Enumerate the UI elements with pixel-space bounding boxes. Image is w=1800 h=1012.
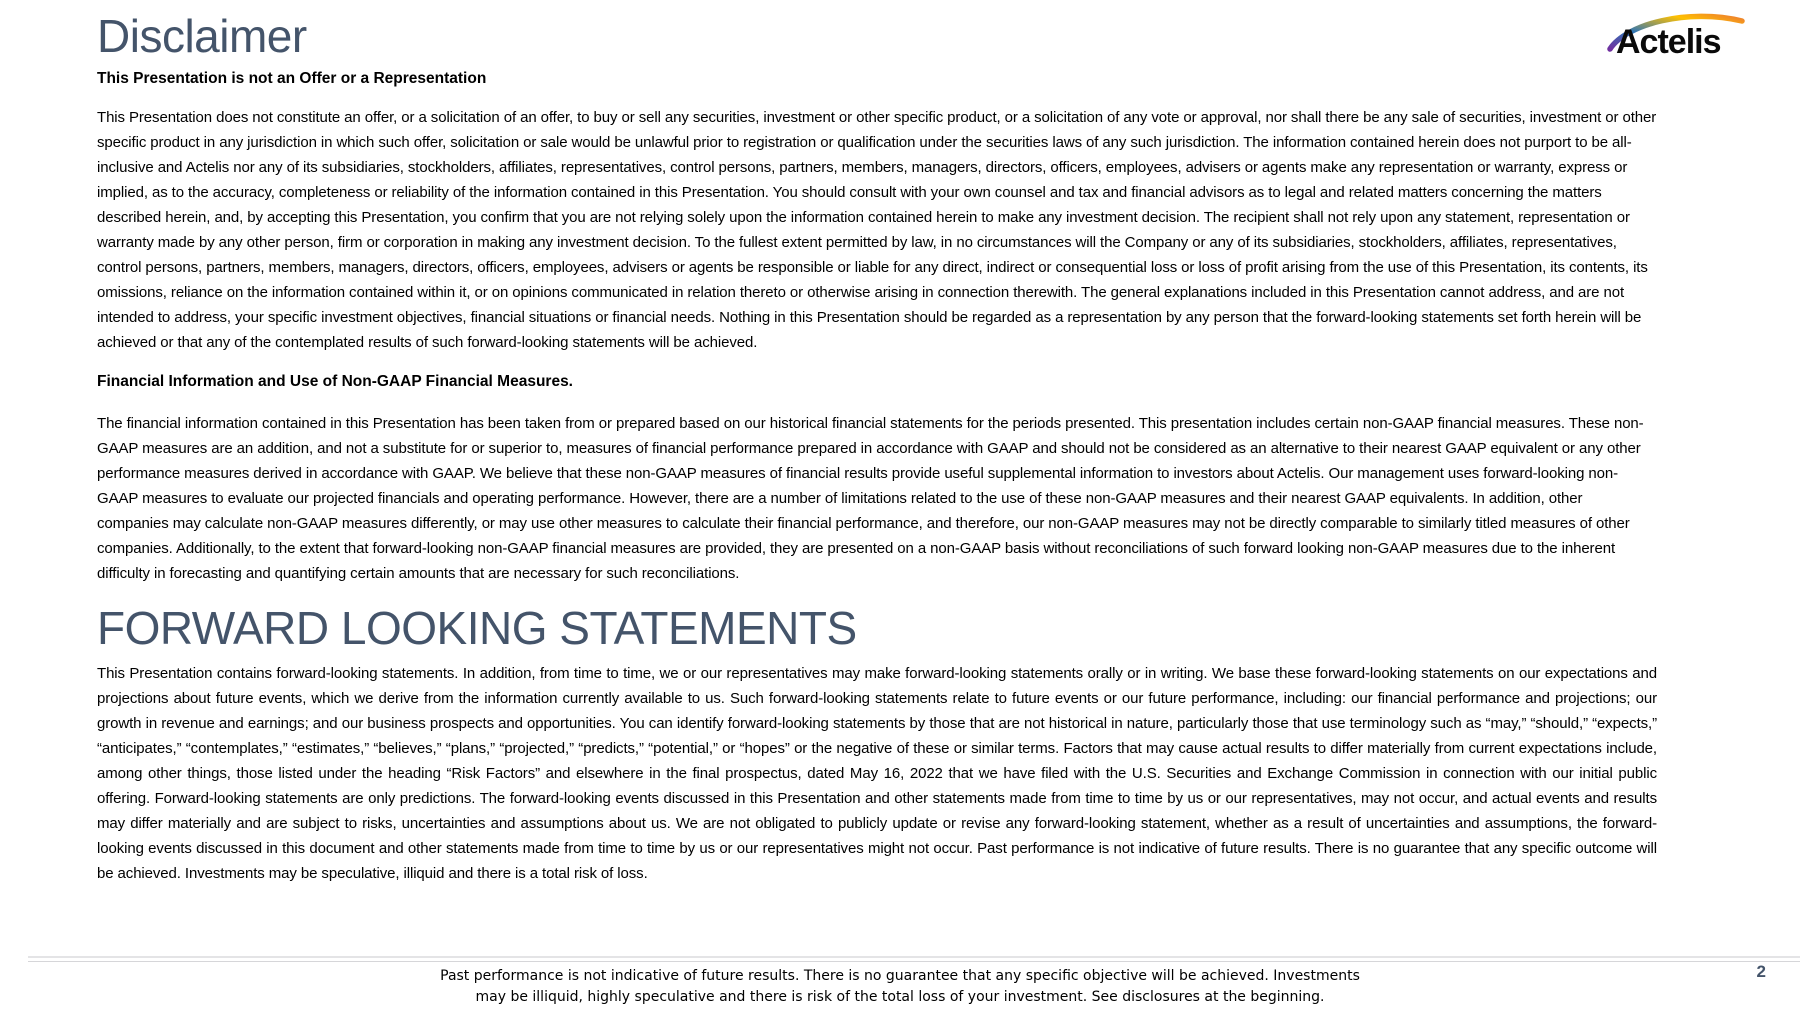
offer-representation-heading: This Presentation is not an Offer or a Representation bbox=[97, 70, 487, 88]
footer-disclaimer bbox=[0, 966, 1800, 1008]
footer-line-1: Past performance is not indicative of future results. There is no guarantee that any specific objective will be achieved. Investments bbox=[440, 968, 1360, 984]
forward-looking-paragraph: This Presentation contains forward-looking statements. In addition, from time to time, we or our representatives may make forward-looking statements orally or in writing. We base these forward-looking statements on our expectations and projections about future events, which we derive from the information currently available to us. Such forward-looking statements relate to future events or our future performance, including: our financial performance and projections; our growth in revenue and earnings; and our business prospects and opportunities. You can identify forward-looking statements by those that are not historical in nature, particularly those that use terminology such as “may,” “should,” “expects,” “anticipates,” “contemplates,” “estimates,” “believes,” “plans,” “projected,” “predicts,” “potential,” or “hopes” or the negative of these or similar terms. Factors that may cause actual results to differ materially from current expectations include, among other things, those listed under the heading “Risk Factors” and elsewhere in the final prospectus, dated May 16, 2022 that we have filed with the U.S. Securities and Exchange Commission in connection with our initial public offering. Forward-looking statements are only predictions. The forward-looking events discussed in this Presentation and other statements made from time to time by us or our representatives, may not occur, and actual events and results may differ materially and are subject to risks, uncertainties and assumptions about us. We are not obligated to publicly update or revise any forward-looking statement, whether as a result of uncertainties and assumptions, the forward-looking events discussed in this document and other statements made from time to time by us or our representatives might not occur. Past performance is not indicative of future results. There is no guarantee that any specific outcome will be achieved. Investments may be speculative, illiquid and there is a total risk of loss. bbox=[97, 664, 1657, 882]
actelis-logo bbox=[1604, 8, 1764, 68]
forward-looking-heading: FORWARD LOOKING STATEMENTS bbox=[97, 602, 857, 655]
page-title: Disclaimer bbox=[97, 10, 307, 62]
slide-content bbox=[97, 12, 1657, 886]
non-gaap-heading: Financial Information and Use of Non-GAAP Financial Measures. bbox=[97, 372, 573, 390]
footer-divider bbox=[28, 956, 1800, 962]
non-gaap-paragraph: The financial information contained in this Presentation has been taken from or prepared based on our historical financial statements for the periods presented. This presentation includes certain non-GAAP financial measures. These non-GAAP measures are an addition, and not a substitute for or superior to, measures of financial performance prepared in accordance with GAAP and should not be considered as an alternative to their nearest GAAP equivalent or any other performance measures derived in accordance with GAAP. We believe that these non-GAAP measures of financial results provide useful supplemental information to investors about Actelis. Our management uses forward-looking non-GAAP measures to evaluate our projected financials and operating performance. However, there are a number of limitations related to the use of these non-GAAP measures and their nearest GAAP equivalents. In addition, other companies may calculate non-GAAP measures differently, or may use other measures to calculate their financial performance, and therefore, our non-GAAP measures may not be directly comparable to similarly titled measures of other companies. Additionally, to the extent that forward-looking non-GAAP financial measures are provided, they are presented on a non-GAAP basis without reconciliations of such forward looking non-GAAP measures due to the inherent difficulty in forecasting and quantifying certain amounts that are necessary for such reconciliations. bbox=[97, 415, 1644, 583]
offer-representation-paragraph: This Presentation does not constitute an offer, or a solicitation of an offer, to buy or sell any securities, investment or other specific product, or a solicitation of any vote or approval, nor shall there be any sale of securities, investment or other specific product in any jurisdiction in which such offer, solicitation or sale would be unlawful prior to registration or qualification under the securities laws of any such jurisdiction. The information contained herein does not purport to be all-inclusive and Actelis nor any of its subsidiaries, stockholders, affiliates, representatives, control persons, partners, members, managers, directors, officers, employees, advisers or agents make any representation or warranty, express or implied, as to the accuracy, completeness or reliability of the information contained in this Presentation. You should consult with your own counsel and tax and financial advisors as to legal and related matters concerning the matters described herein, and, by accepting this Presentation, you confirm that you are not relying solely upon the information contained herein to make any investment decision. The recipient shall not rely upon any statement, representation or warranty made by any other person, firm or corporation in making any investment decision. To the fullest extent permitted by law, in no circumstances will the Company or any of its subsidiaries, stockholders, affiliates, representatives, control persons, partners, members, managers, directors, officers, employees, advisers or agents be responsible or liable for any direct, indirect or consequential loss or loss of profit arising from the use of this Presentation, its contents, its omissions, reliance on the information contained within it, or on opinions communicated in relation thereto or otherwise arising in connection therewith. The general explanations included in this Presentation cannot address, and are not intended to address, your specific investment objectives, financial situations or financial needs. Nothing in this Presentation should be regarded as a representation by any person that the forward-looking statements set forth herein will be achieved or that any of the contemplated results of such forward-looking statements will be achieved. bbox=[97, 108, 1657, 351]
footer-line-2: may be illiquid, highly speculative and there is risk of the total loss of your investment. See disclosures at the beginning. bbox=[475, 989, 1325, 1005]
logo-wordmark: Actelis bbox=[1616, 23, 1721, 61]
page-number: 2 bbox=[1756, 962, 1766, 981]
